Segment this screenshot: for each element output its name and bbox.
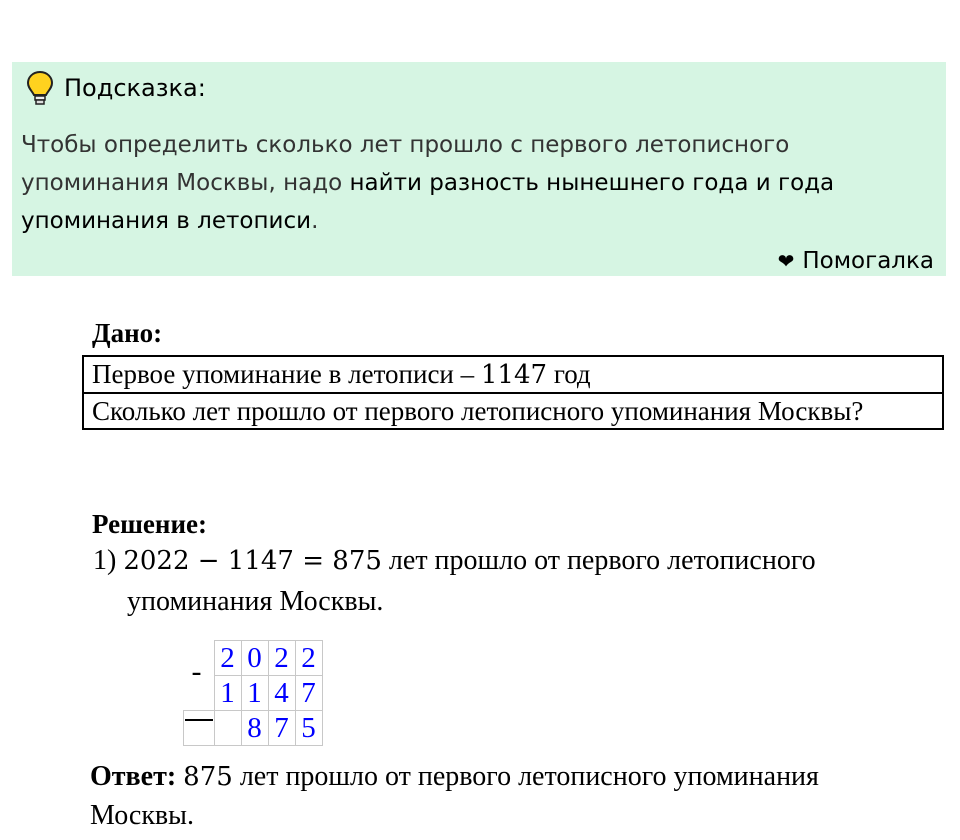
hint-text-strong: найти разность нынешнего года и года упоминания в летописи xyxy=(21,170,835,234)
table-row xyxy=(184,711,323,746)
given-row1-text: Первое упоминание в летописи – xyxy=(92,359,481,389)
brand-link[interactable] xyxy=(778,248,934,274)
result-digit: 8 xyxy=(241,711,268,746)
minuend-digit: 2 xyxy=(214,641,241,676)
result-digit xyxy=(214,711,241,746)
table-row xyxy=(83,393,943,429)
hint-text xyxy=(21,126,936,240)
given-row1-unit: год xyxy=(547,359,591,389)
answer-label: Ответ: xyxy=(90,761,177,792)
minus-sign: - xyxy=(191,654,202,688)
empty-cell xyxy=(184,711,215,746)
minus-sign-cell xyxy=(184,641,215,711)
hint-text-plain: Чтобы определить сколько лет прошло с первого летописного упоминания Москвы, надо xyxy=(21,132,790,196)
solution-label: Решение: xyxy=(92,509,207,539)
given-table xyxy=(82,355,944,430)
hint-text-end: . xyxy=(311,208,319,234)
answer-value: 875 xyxy=(183,762,233,792)
given-label: Дано: xyxy=(92,318,163,348)
subtrahend-digit: 1 xyxy=(214,676,241,711)
hint-title: Подсказка: xyxy=(64,74,206,102)
lightbulb-icon xyxy=(26,70,54,106)
subtrahend-digit: 7 xyxy=(295,676,322,711)
heart-icon: ❤ xyxy=(777,249,795,273)
solution-step xyxy=(93,545,816,577)
answer-continuation: Москвы. xyxy=(90,800,194,831)
given-row-question: Сколько лет прошло от первого летописного упоминания Москвы? xyxy=(83,393,943,429)
step-expression: 2022 − 1147 = 875 xyxy=(123,546,382,576)
result-digit: 5 xyxy=(295,711,322,746)
step-text: лет прошло от первого летописного xyxy=(381,545,816,576)
minuend-digit: 0 xyxy=(241,641,268,676)
hint-box xyxy=(12,62,946,276)
step-number: 1) xyxy=(93,545,117,576)
subtrahend-digit: 1 xyxy=(241,676,268,711)
minuend-digit: 2 xyxy=(268,641,295,676)
solution-step-continuation: упоминания Москвы. xyxy=(127,586,384,617)
table-row xyxy=(184,641,323,676)
given-row-first-mention xyxy=(83,356,943,393)
subtraction-underline xyxy=(185,719,213,721)
subtrahend-digit: 4 xyxy=(268,676,295,711)
minuend-digit: 2 xyxy=(295,641,322,676)
brand-label: Помогалка xyxy=(802,248,934,274)
answer-text: лет прошло от первого летописного упоминания xyxy=(232,761,819,792)
table-row xyxy=(83,356,943,393)
column-subtraction xyxy=(183,640,323,746)
answer-line xyxy=(90,761,819,793)
given-row1-year: 1147 xyxy=(480,360,548,390)
hint-header xyxy=(26,70,206,106)
result-digit: 7 xyxy=(268,711,295,746)
